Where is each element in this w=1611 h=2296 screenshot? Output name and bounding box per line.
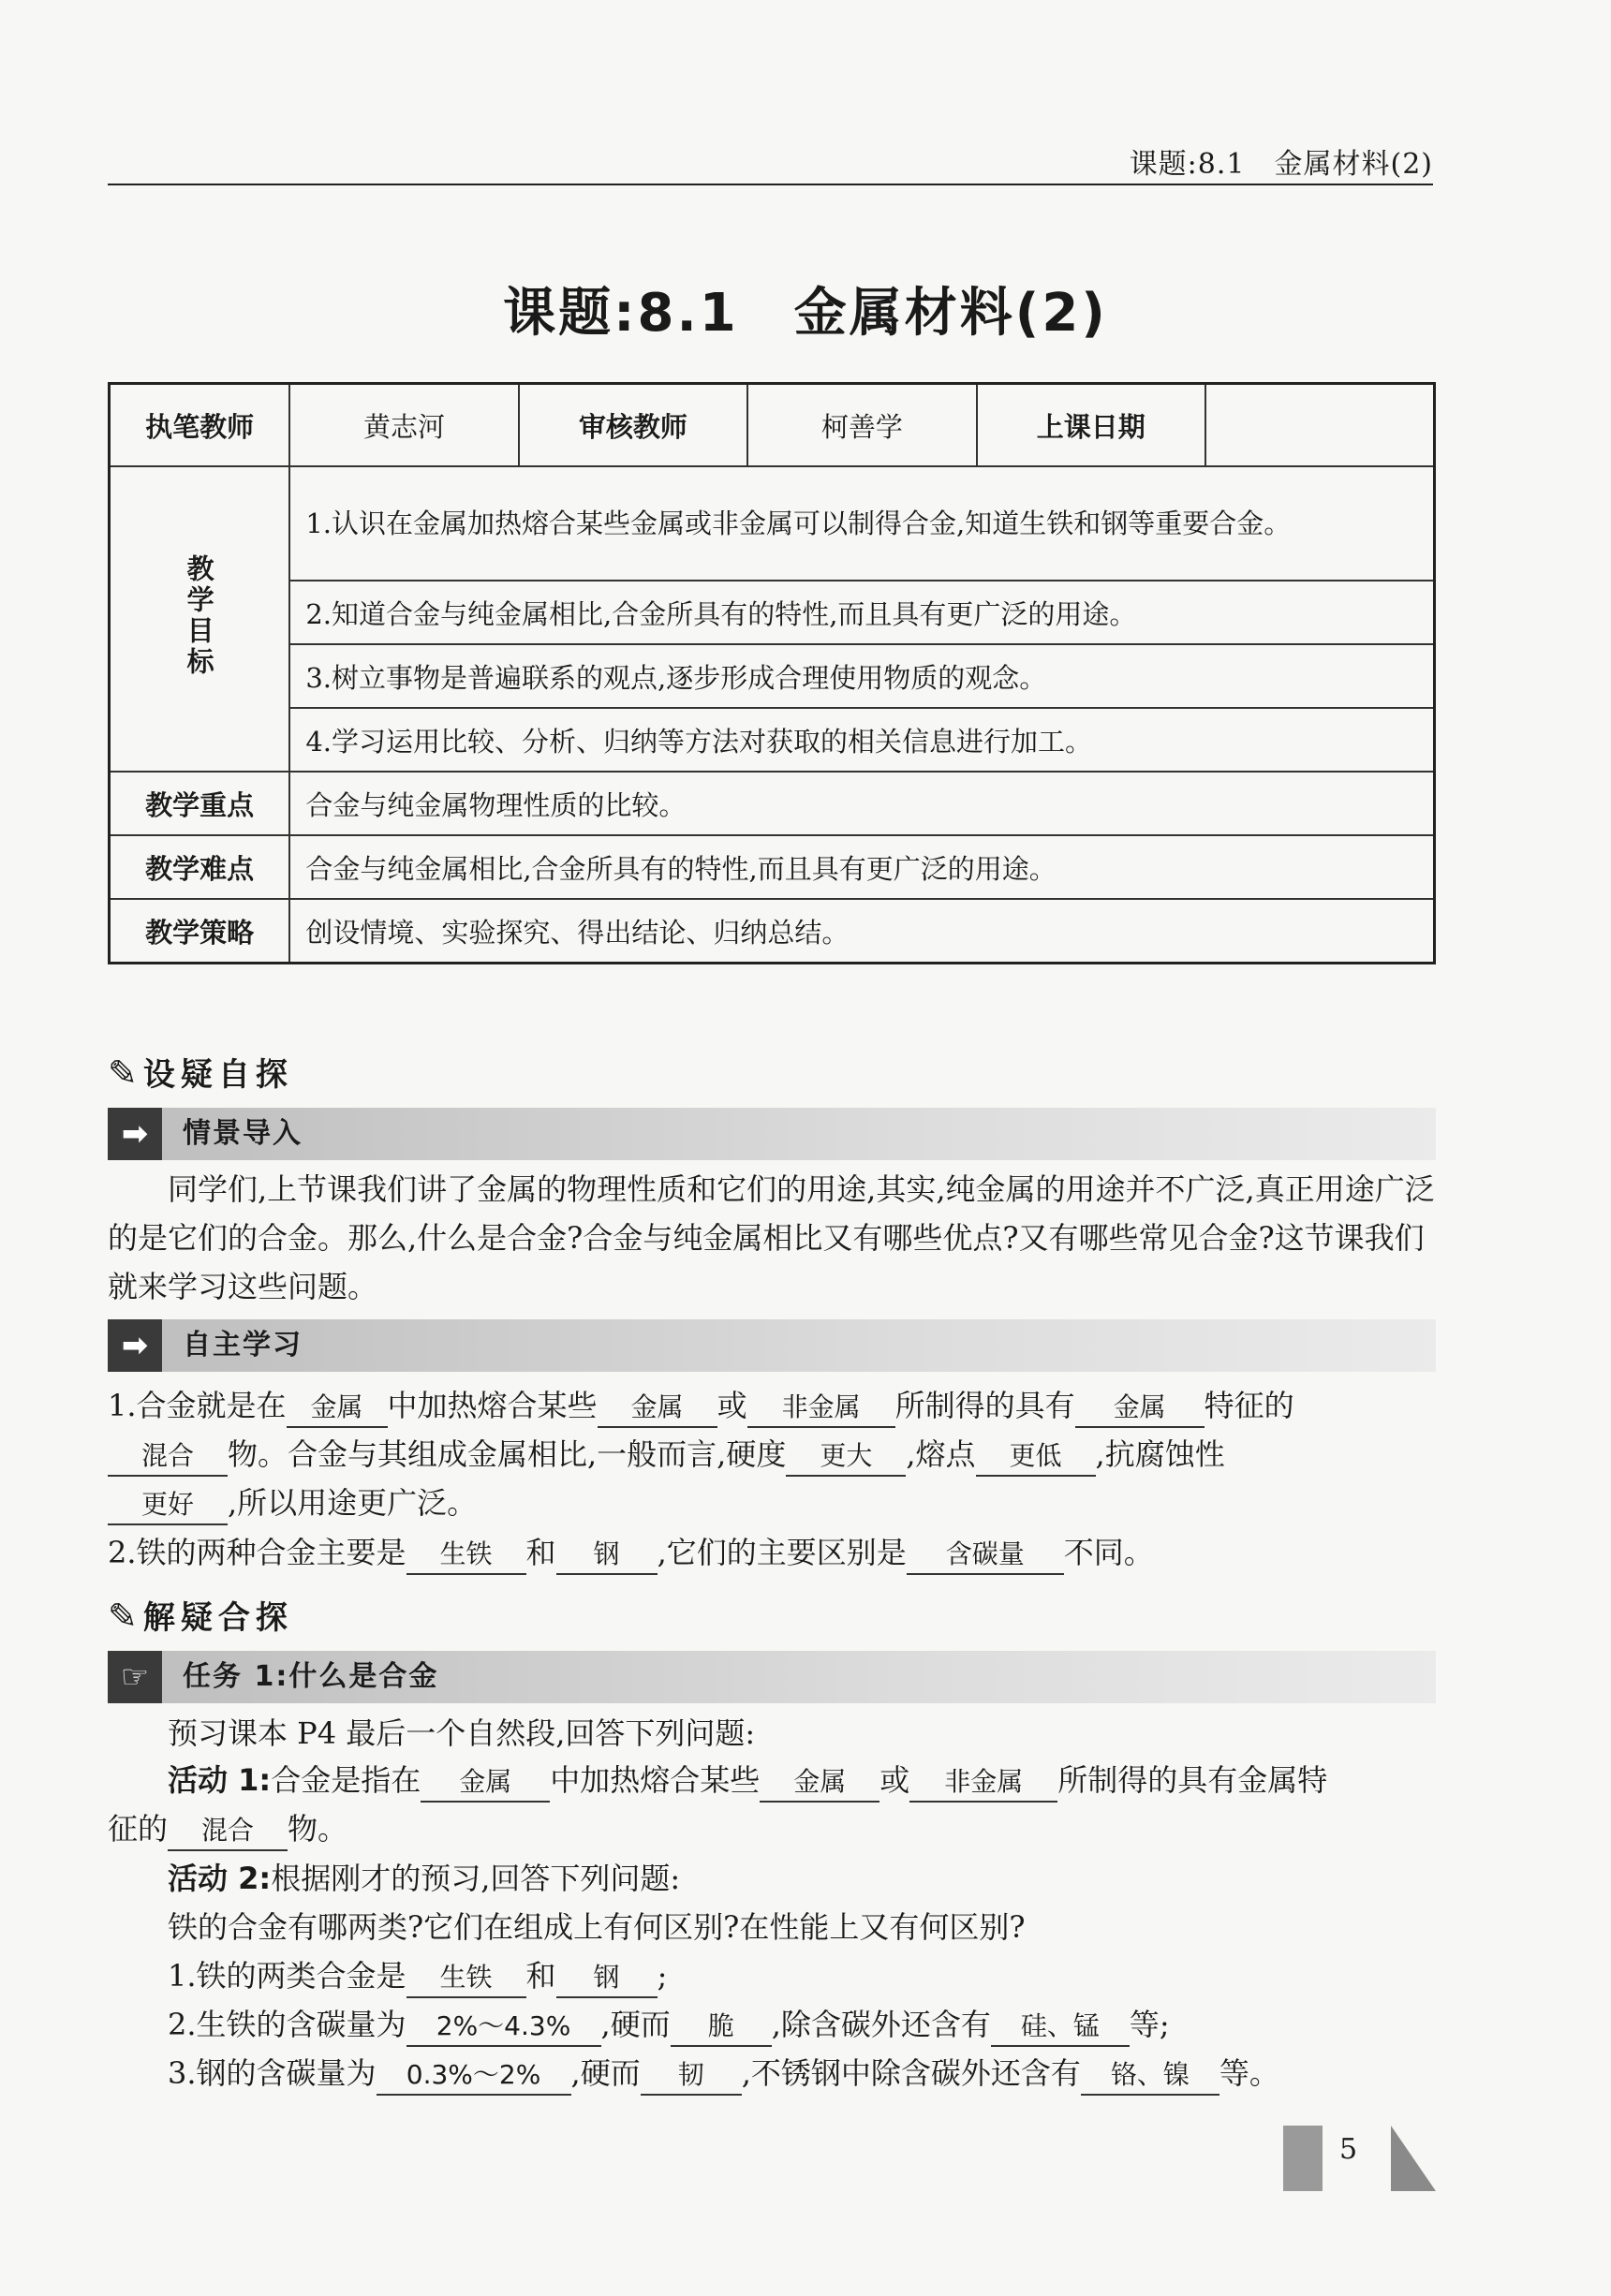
answer-blank: 2%～4.3% [406,2008,601,2047]
answer-line-3: 3.钢的含碳量为 0.3%～2% ,硬而 韧 ,不锈钢中除含碳外还含有 铬、镍 等。 [168,2049,1436,2097]
lesson-info-table [108,382,1436,964]
author-value: 黄志河 [289,384,518,467]
answer-blank: 生铁 [406,1536,526,1575]
answer-blank: 混合 [108,1437,228,1477]
answer-blank: 生铁 [406,1959,526,1998]
page-number-tab [1283,2126,1323,2191]
objective-item: 1.认识在金属加热熔合某些金属或非金属可以制得合金,知道生铁和钢等重要合金。 [289,466,1434,581]
page-title: 课题:8.1 金属材料(2) [503,283,1108,344]
pen-icon: ✎ [108,1596,138,1637]
objectives-label: 教学目标 [183,553,215,678]
arrow-right-icon: ➡ [108,1319,162,1372]
difficulty-label: 教学难点 [110,835,290,899]
corner-triangle [1391,2126,1436,2191]
bar-title: 情景导入 [183,1117,303,1150]
question-2: 2.铁的两种合金主要是 生铁 和 钢 ,它们的主要区别是 含碳量 不同。 [108,1528,1436,1577]
answer-blank: 非金属 [747,1389,895,1428]
answer-blank: 铬、镍 [1081,2056,1219,2096]
question-1: 1.合金就是在 金属 中加热熔合某些 金属 或 非金属 所制得的具有 金属 特征的 混合 物。合金与其组成金属相比,一般而言,硬度 更大 ,熔点 更低 ,抗腐蚀性 更好 ,所以用途更广泛。 [108,1381,1436,1527]
activity-2: 活动 2:根据刚才的预习,回答下列问题: [168,1861,681,1896]
section-heading-2: ✎ 解疑合探 [108,1596,293,1637]
answer-blank: 非金属 [909,1763,1057,1803]
answer-line-1: 1.铁的两类合金是 生铁 和 钢 ; [168,1951,1436,2000]
task-intro: 预习课本 P4 最后一个自然段,回答下列问题: [168,1715,756,1751]
pointing-hand-icon: ☞ [108,1651,162,1703]
strategy-value: 创设情境、实验探究、得出结论、归纳总结。 [289,899,1434,964]
bar-title: 自主学习 [183,1329,303,1361]
pen-icon: ✎ [108,1052,138,1094]
key-point-value: 合金与纯金属物理性质的比较。 [289,772,1434,835]
arrow-right-icon: ➡ [108,1108,162,1160]
answer-blank: 更大 [786,1437,906,1477]
key-point-label: 教学重点 [110,772,290,835]
answer-line-2: 2.生铁的含碳量为 2%～4.3% ,硬而 脆 ,除含碳外还含有 硅、锰 等; [168,2000,1436,2049]
answer-blank: 更好 [108,1486,228,1525]
answer-blank: 金属 [598,1389,717,1428]
answer-blank: 更低 [976,1437,1096,1477]
answer-blank: 脆 [671,2008,772,2047]
header-rule [108,184,1433,185]
answer-blank: 金属 [1075,1389,1205,1428]
answer-blank: 韧 [641,2056,742,2096]
answer-blank: 钢 [556,1536,658,1575]
answer-blank: 金属 [421,1763,550,1803]
reviewer-value: 柯善学 [747,384,976,467]
objective-item: 2.知道合金与纯金属相比,合金所具有的特性,而且具有更广泛的用途。 [289,581,1434,644]
date-label: 上课日期 [977,384,1205,467]
difficulty-value: 合金与纯金属相比,合金所具有的特性,而且具有更广泛的用途。 [289,835,1434,899]
bar-task-1 [108,1651,1436,1703]
section-heading-1: ✎ 设疑自探 [108,1052,293,1094]
answer-blank: 0.3%～2% [377,2056,571,2096]
page-number: 5 [1339,2133,1358,2166]
intro-paragraph: 同学们,上节课我们讲了金属的物理性质和它们的用途,其实,纯金属的用途并不广泛,真正用途广泛的是它们的合金。那么,什么是合金?合金与纯金属相比又有哪些优点?又有哪些常见合金?这节课我们就来学习这些问题。 [108,1171,1435,1304]
activity-1: 活动 1:合金是指在 金属 中加热熔合某些 金属 或 非金属 所制得的具有金属特 征的 混合 物。 [108,1756,1436,1853]
answer-blank: 金属 [287,1389,388,1428]
reviewer-label: 审核教师 [519,384,747,467]
answer-blank: 硅、锰 [991,2008,1130,2047]
objectives-label-cell [110,466,290,772]
answer-blank: 混合 [168,1812,288,1851]
bar-title: 任务 1:什么是合金 [183,1660,439,1693]
activity-2-question: 铁的合金有哪两类?它们在组成上有何区别?在性能上又有何区别? [168,1909,1026,1945]
bar-self-study [108,1319,1436,1372]
answer-blank: 金属 [760,1763,879,1803]
bar-scene-intro [108,1108,1436,1160]
answer-blank: 含碳量 [907,1536,1064,1575]
objective-item: 4.学习运用比较、分析、归纳等方法对获取的相关信息进行加工。 [289,708,1434,772]
objective-item: 3.树立事物是普遍联系的观点,逐步形成合理使用物质的观念。 [289,644,1434,708]
running-header: 课题:8.1 金属材料(2) [1129,148,1433,181]
answer-blank: 钢 [556,1959,658,1998]
strategy-label: 教学策略 [110,899,290,964]
author-label: 执笔教师 [110,384,290,467]
date-value [1205,384,1435,467]
